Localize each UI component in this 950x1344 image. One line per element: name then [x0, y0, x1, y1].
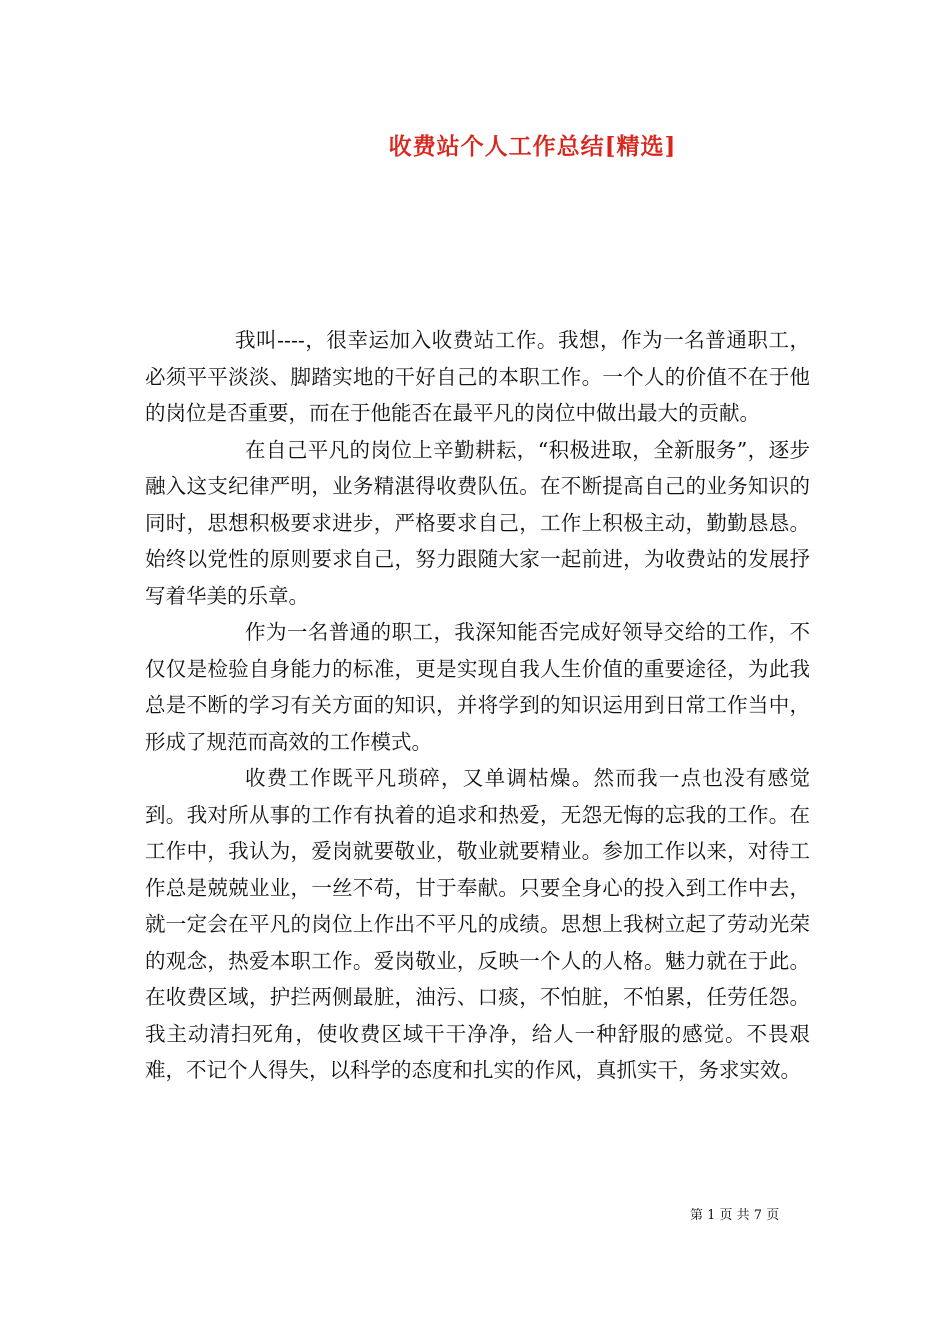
paragraph-2: 在自己平凡的岗位上辛勤耕耘，“积极进取，全新服务”，逐步融入这支纪律严明，业务精湛得收费队伍。在不断提高自己的业务知识的同时，思想积极要求进步，严格要求自己，工作上积极主动，勤勤恳恳。始终以党性的原则要求自己，努力跟随大家一起前进，为收费站的发展抒写着华美的乐章。: [145, 437, 810, 608]
paragraph-1: 我叫----，很幸运加入收费站工作。我想，作为一名普通职工，必须平平淡淡、脚踏实地的干好自己的本职工作。一个人的价值不在于他的岗位是否重要，而在于他能否在最平凡的岗位中做出最大的贡献。: [145, 328, 810, 425]
document-body: [145, 322, 810, 1089]
paragraph-4: 收费工作既平凡琐碎，又单调枯燥。然而我一点也没有感觉到。我对所从事的工作有执着的追求和热爱，无怨无悔的忘我的工作。在工作中，我认为，爱岗就要敬业，敬业就要精业。参加工作以来，对待工作总是兢兢业业，一丝不苟，甘于奉献。只要全身心的投入到工作中去，就一定会在平凡的岗位上作出不平凡的成绩。思想上我树立起了劳动光荣的观念，热爱本职工作。爱岗敬业，反映一个人的人格。魅力就在于此。在收费区域，护拦两侧最脏，油污、口痰，不怕脏，不怕累，任劳任怨。我主动清扫死角，使收费区域干干净净，给人一种舒服的感觉。不畏艰难，不记个人得失，以科学的态度和扎实的作风，真抓实干，务求实效。: [145, 766, 810, 1082]
page-number: 第 1 页 共 7 页: [690, 1208, 780, 1223]
document-title: 收费站个人工作总结[精选]: [388, 133, 677, 160]
paragraph-3: 作为一名普通的职工，我深知能否完成好领导交给的工作，不仅仅是检验自身能力的标准，更是实现自我人生价值的重要途径，为此我总是不断的学习有关方面的知识，并将学到的知识运用到日常工作当中，形成了规范而高效的工作模式。: [145, 620, 810, 754]
